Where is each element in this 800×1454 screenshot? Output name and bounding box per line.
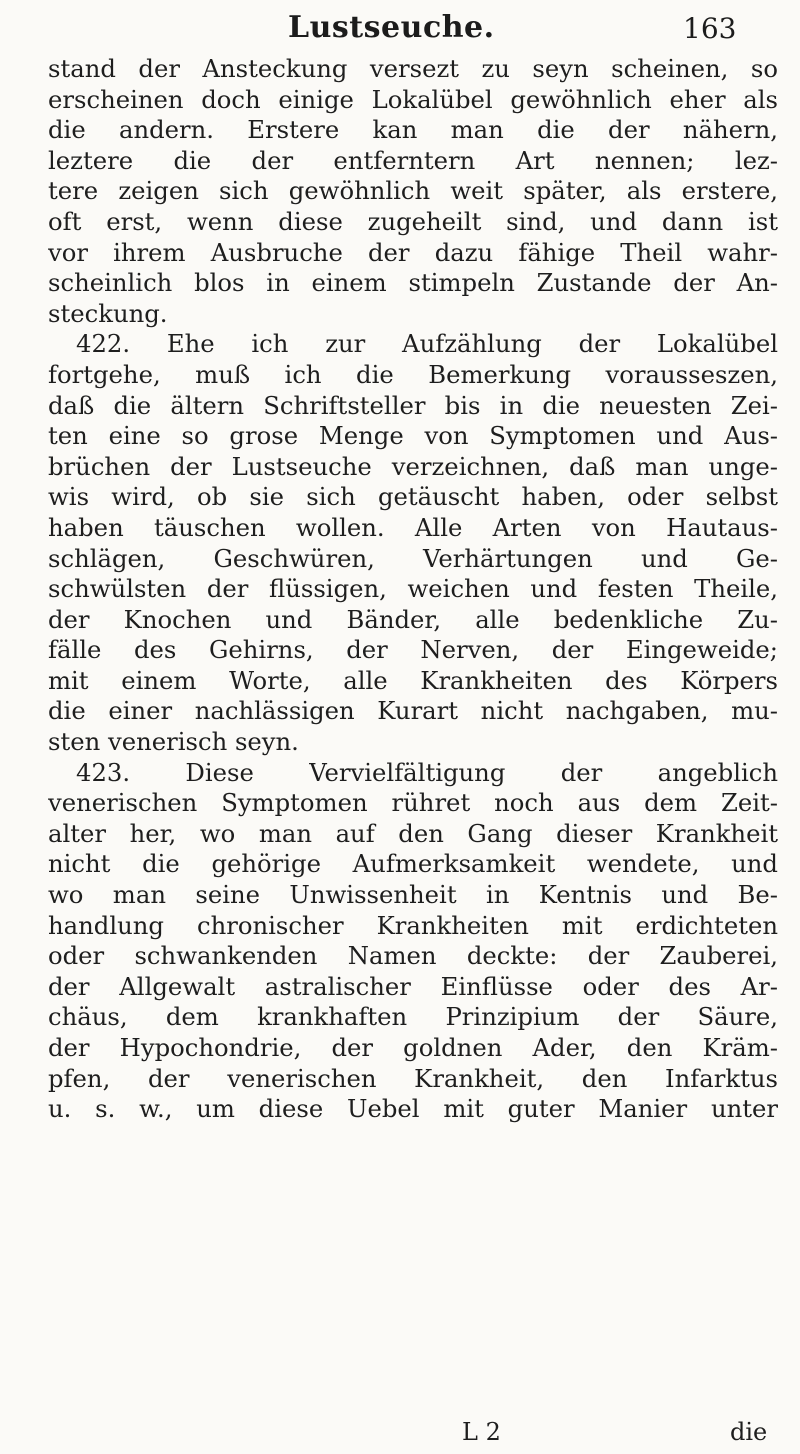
paragraph-start-422: 422. Ehe ich zur Aufzählung der Lokalübel <box>76 329 778 359</box>
text-line: die einer nachlässigen Kurart nicht nachgaben, mu- <box>48 696 778 726</box>
text-line: sten venerisch seyn. <box>48 727 299 757</box>
text-line: der Hypochondrie, der goldnen Ader, den Kräm- <box>48 1033 778 1062</box>
body-text <box>48 54 778 1125</box>
text-line: oft erst, wenn diese zugeheilt sind, und dann ist <box>48 206 778 236</box>
catchword: die <box>730 1418 768 1446</box>
text-line: der Knochen und Bänder, alle bedenkliche Zu- <box>48 604 778 634</box>
text-line: daß die ältern Schriftsteller bis in die neuesten Zei- <box>48 390 778 420</box>
text-line: chäus, dem krankhaften Prinzipium der Säure, <box>48 1002 778 1032</box>
text-line: fälle des Gehirns, der Nerven, der Eingeweide; <box>48 635 778 665</box>
text-line: venerischen Symptomen rühret noch aus dem Zeit- <box>48 788 778 818</box>
text-line: erscheinen doch einige Lokalübel gewöhnlich eher als <box>48 84 778 114</box>
page-header <box>0 8 800 48</box>
text-line: wis wird, ob sie sich getäuscht haben, oder selbst <box>48 482 778 512</box>
text-line: vor ihrem Ausbruche der dazu fähige Theil wahr- <box>48 237 778 267</box>
text-line: handlung chronischer Krankheiten mit erdichteten <box>48 910 778 940</box>
text-line: tere zeigen sich gewöhnlich weit später, als erstere, <box>48 176 778 206</box>
text-line: u. s. w., um diese Uebel mit guter Manier unter <box>48 1094 778 1124</box>
text-line: steckung. <box>48 298 168 328</box>
text-line: die andern. Erstere kan man die der nähern, <box>48 115 778 145</box>
text-line: fortgehe, muß ich die Bemerkung vorausseszen, <box>48 359 778 389</box>
text-line: ten eine so grose Menge von Symptomen und Aus- <box>48 421 778 451</box>
text-line: scheinlich blos in einem stimpeln Zustande der An- <box>48 268 778 298</box>
text-line: wo man seine Unwissenheit in Kentnis und Be- <box>48 880 778 910</box>
text-line: schlägen, Geschwüren, Verhärtungen und Ge- <box>48 543 778 573</box>
text-line: nicht die gehörige Aufmerksamkeit wendete, und <box>48 849 778 879</box>
text-line: schwülsten der flüssigen, weichen und festen Theile, <box>48 574 778 604</box>
signature-mark: L 2 <box>462 1418 501 1446</box>
text-line: alter her, wo man auf den Gang dieser Krankheit <box>48 818 778 848</box>
text-line: der Allgewalt astralischer Einflüsse oder des Ar- <box>48 971 778 1001</box>
text-line: stand der Ansteckung versezt zu seyn scheinen, so <box>48 54 778 83</box>
text-line: oder schwankenden Namen deckte: der Zauberei, <box>48 941 778 971</box>
text-line: mit einem Worte, alle Krankheiten des Körpers <box>48 665 778 695</box>
page-footer <box>0 1418 800 1450</box>
text-line: brüchen der Lustseuche verzeichnen, daß man unge- <box>48 451 778 481</box>
text-line: pfen, der venerischen Krankheit, den Infarktus <box>48 1063 778 1093</box>
text-line: haben täuschen wollen. Alle Arten von Hautaus- <box>48 512 778 542</box>
running-head: Lustseuche. <box>288 10 495 45</box>
paragraph-start-423: 423. Diese Vervielfältigung der angeblich <box>76 757 778 787</box>
text-line: leztere die der entferntern Art nennen; lez- <box>48 145 778 175</box>
page-number: 163 <box>683 12 737 45</box>
